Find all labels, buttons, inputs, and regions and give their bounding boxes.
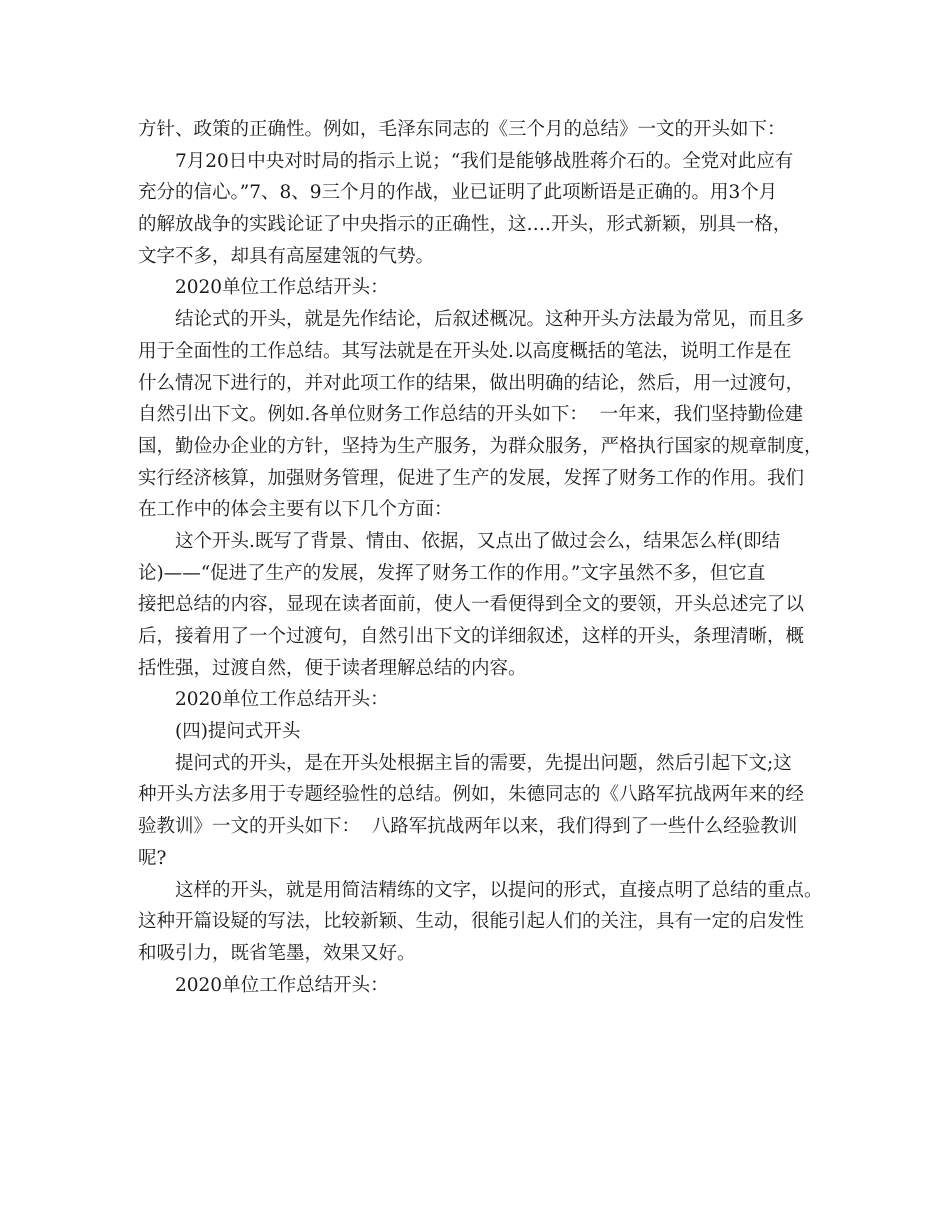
text-line: 什么情况下进行的，并对此项工作的结果，做出明确的结论，然后，用一过渡句， <box>138 372 805 394</box>
text-line: 结论式的开头，就是先作结论，后叙述概况。这种开头方法最为常见，而且多 <box>175 309 805 331</box>
text-line: 提问式的开头，是在开头处根据主旨的需要，先提出问题，然后引起下文;这 <box>175 752 792 774</box>
text-line: 方针、政策的正确性。例如，毛泽东同志的《三个月的总结》一文的开头如下： <box>138 119 786 140</box>
text-line: 充分的信心。”7、8、9三个月的作战，业已证明了此项断语是正确的。用3个月 <box>138 182 778 204</box>
text-line: 文字不多，却具有高屋建瓴的气势。 <box>138 245 435 267</box>
text-line: 2020单位工作总结开头： <box>175 974 389 996</box>
text-line: 实行经济核算，加强财务管理，促进了生产的发展，发挥了财务工作的作用。我们 <box>138 467 805 489</box>
text-line: 这样的开头，就是用简洁精练的文字，以提问的形式，直接点明了总结的重点。 <box>175 879 823 901</box>
text-line: 用于全面性的工作总结。其写法就是在开头处.以高度概括的笔法，说明工作是在 <box>138 340 792 362</box>
text-line: 接把总结的内容，显现在读者面前，使人一看便得到全文的要领，开头总述完了以 <box>138 594 805 616</box>
text-line: (四)提问式开头 <box>175 721 301 743</box>
text-line: 呢? <box>138 847 167 869</box>
text-line: 后，接着用了一个过渡句，自然引出下文的详细叙述，这样的开头，条理清晰，概 <box>138 626 805 647</box>
text-line: 7月20日中央对时局的指示上说；“我们是能够战胜蒋介石的。全党对此应有 <box>175 150 794 172</box>
text-line: 这个开头.既写了背景、情由、依据，又点出了做过会么，结果怎么样(即结 <box>175 530 781 552</box>
text-line: 2020单位工作总结开头： <box>175 689 389 711</box>
text-line: 自然引出下文。例如.各单位财务工作总结的开头如下： 一年来，我们坚持勤俭建 <box>138 404 804 426</box>
text-line: 和吸引力，既省笔墨，效果又好。 <box>138 942 416 964</box>
text-line: 种开头方法多用于专题经验性的总结。例如，朱德同志的《八路军抗战两年来的经 <box>138 784 805 806</box>
text-line: 国，勤俭办企业的方针，坚持为生产服务，为群众服务，严格执行国家的规章制度， <box>138 435 823 457</box>
text-line: 的解放战争的实践论证了中央指示的正确性，这….开头，形式新颖，别具一格， <box>138 214 792 236</box>
text-line: 括性强，过渡自然，便于读者理解总结的内容。 <box>138 657 527 679</box>
text-line: 论)——“促进了生产的发展，发挥了财务工作的作用。”文字虽然不多，但它直 <box>138 562 766 584</box>
text-line: 验教训》一文的开头如下： 八路军抗战两年以来，我们得到了一些什么经验教训 <box>138 816 798 838</box>
text-line: 这种开篇设疑的写法，比较新颖、生动，很能引起人们的关注，具有一定的启发性 <box>138 911 805 933</box>
document-body <box>138 114 828 1001</box>
text-line: 2020单位工作总结开头： <box>175 277 389 299</box>
text-line: 在工作中的体会主要有以下几个方面： <box>138 499 453 521</box>
